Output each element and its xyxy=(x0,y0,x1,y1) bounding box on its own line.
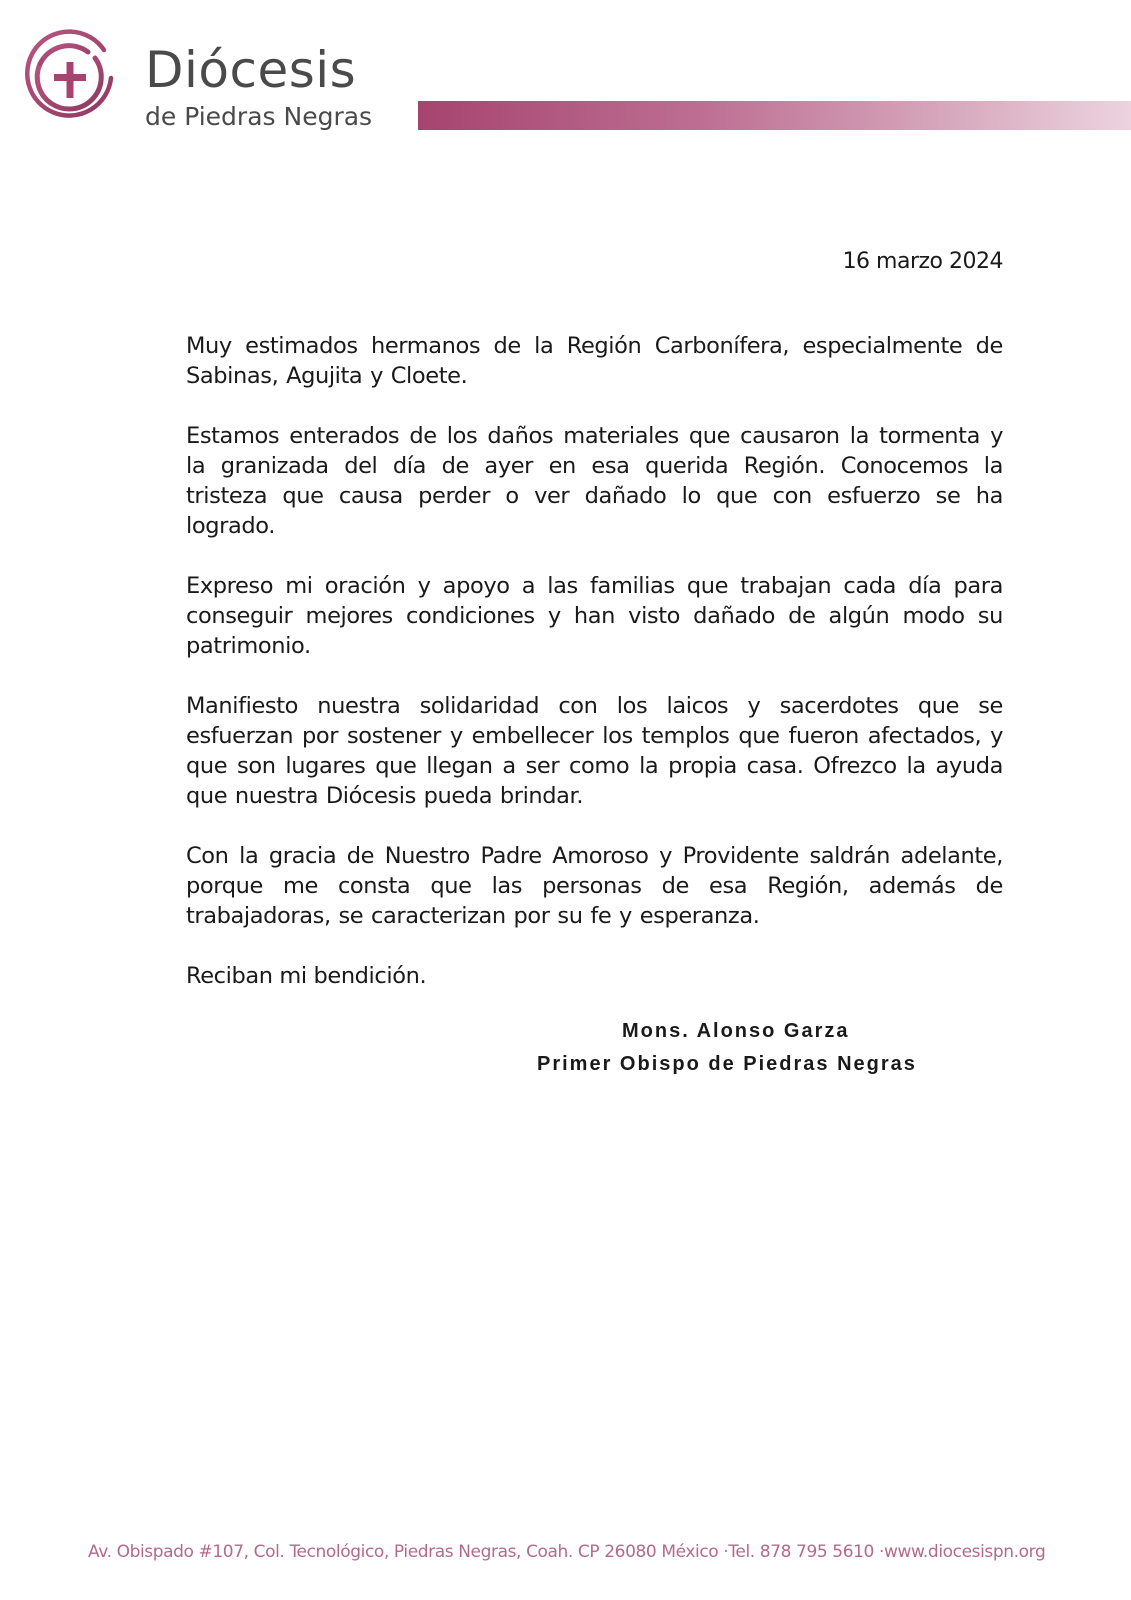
letter-paragraph-damages: Estamos enterados de los daños materiales que causaron la tormenta y la granizada del día de ayer en esa querida Región. Conocemos la tristeza que causa perder o ver dañado lo que con esfuerzo se ha logrado. xyxy=(186,423,1003,539)
letter-paragraph-greeting: Muy estimados hermanos de la Región Carbonífera, especialmente de Sabinas, Agujita y Cloete. xyxy=(186,333,1003,389)
letter-date: 16 marzo 2024 xyxy=(842,249,1003,274)
header-decorative-band xyxy=(418,101,1131,130)
signature-title: Primer Obispo de Piedras Negras xyxy=(537,1053,917,1075)
diocese-subtitle: de Piedras Negras xyxy=(145,102,373,131)
cross-in-circle-icon xyxy=(18,28,124,134)
letter-paragraph-prayer: Expreso mi oración y apoyo a las familias que trabajan cada día para conseguir mejores condiciones y han visto dañado de algún modo su patrimonio. xyxy=(186,573,1003,659)
signature-name: Mons. Alonso Garza xyxy=(622,1020,850,1042)
footer-address: Av. Obispado #107, Col. Tecnológico, Piedras Negras, Coah. CP 26080 México ·Tel. 878 795 5610 ·www.diocesispn.org xyxy=(88,1542,1046,1562)
letter-body xyxy=(186,331,1003,991)
letter-paragraph-hope: Con la gracia de Nuestro Padre Amoroso y Providente saldrán adelante, porque me consta que las personas de esa Región, además de trabajadoras, se caracterizan por su fe y esperanza. xyxy=(186,843,1003,929)
letter-paragraph-solidarity: Manifiesto nuestra solidaridad con los laicos y sacerdotes que se esfuerzan por sostener y embellecer los templos que fueron afectados, y que son lugares que llegan a ser como la propia casa. Ofrezco la ayuda que nuestra Diócesis pueda brindar. xyxy=(186,693,1003,809)
diocese-title: Diócesis xyxy=(145,41,357,99)
letter-closing: Reciban mi bendición. xyxy=(186,963,427,989)
